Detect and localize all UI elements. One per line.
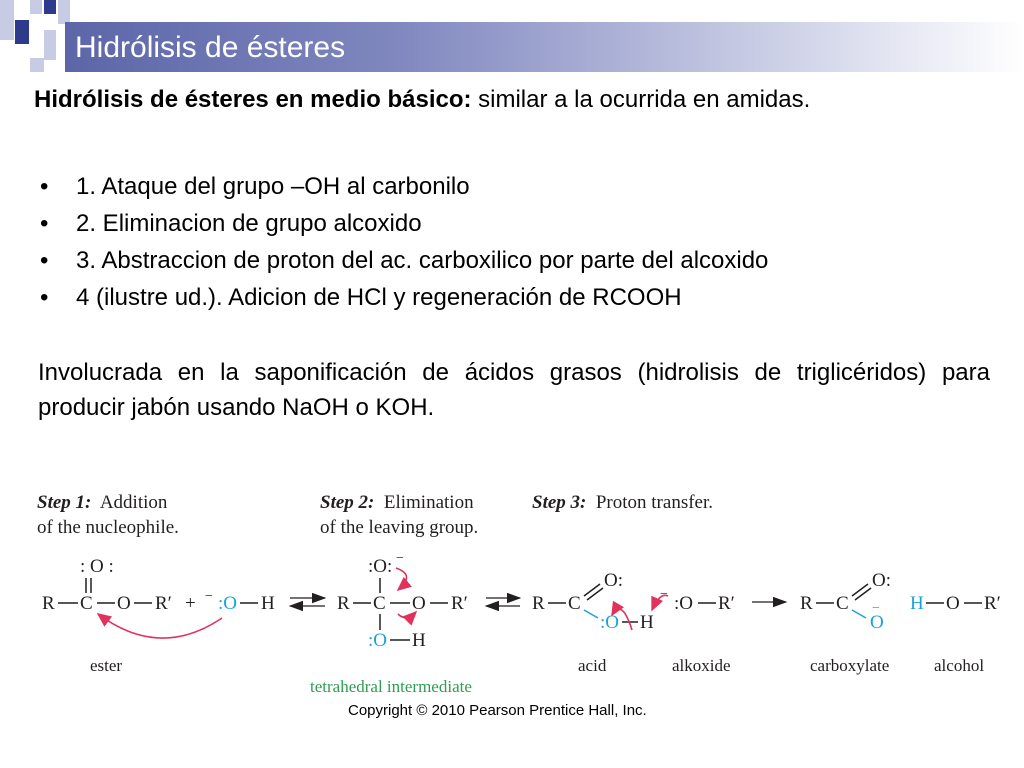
svg-text:C: C xyxy=(80,593,93,614)
svg-text:H: H xyxy=(640,612,654,633)
label-alcohol: alcohol xyxy=(934,656,985,675)
svg-text:R: R xyxy=(42,593,55,614)
decor-square-light xyxy=(58,0,70,24)
svg-text:O: O xyxy=(946,593,960,614)
svg-text:O: O xyxy=(412,593,426,614)
bullet-list xyxy=(40,168,768,316)
label-acid: acid xyxy=(578,656,607,675)
step1-line1: Addition xyxy=(99,492,168,513)
svg-text:C: C xyxy=(568,593,581,614)
svg-text:R: R xyxy=(532,593,545,614)
copyright-notice: Copyright © 2010 Pearson Prentice Hall, Inc. xyxy=(348,702,647,719)
acid-molecule xyxy=(532,570,654,633)
label-tetrahedral-intermediate: tetrahedral intermediate xyxy=(310,677,472,696)
closing-paragraph: Involucrada en la saponificación de ácidos grasos (hidrolisis de triglicéridos) para producir jabón usando NaOH o KOH. xyxy=(38,359,990,421)
step2-heading xyxy=(320,490,478,540)
decor-square-dark xyxy=(44,0,56,14)
svg-text:: O :: : O : xyxy=(80,556,114,577)
list-item xyxy=(40,279,768,316)
decor-square-light xyxy=(30,0,42,14)
svg-text:H: H xyxy=(910,593,924,614)
bullet-icon: • xyxy=(40,173,49,200)
svg-text:R: R xyxy=(337,593,350,614)
step3-label: Step 3: xyxy=(532,492,587,513)
bullet-text: 3. Abstraccion de proton del ac. carboxilico por parte del alcoxido xyxy=(76,247,769,274)
step3-line1: Proton transfer. xyxy=(595,492,714,513)
decor-square-light xyxy=(44,30,56,60)
step2-line1: Elimination xyxy=(383,492,474,513)
svg-text::O: :O xyxy=(368,630,387,651)
intro-bold: Hidrólisis de ésteres en medio básico: xyxy=(34,86,472,113)
carboxylate-molecule xyxy=(800,570,891,633)
svg-text:−: − xyxy=(396,551,404,566)
bullet-icon: • xyxy=(40,210,49,237)
svg-text:O:: O: xyxy=(604,570,623,591)
bullet-icon: • xyxy=(40,247,49,274)
svg-text::O:: :O: xyxy=(368,556,393,577)
step3-heading xyxy=(532,490,713,515)
svg-text:R′: R′ xyxy=(155,593,172,614)
ester-molecule xyxy=(42,556,275,638)
svg-text:O: O xyxy=(870,612,884,633)
svg-text:R′: R′ xyxy=(718,593,735,614)
step2-line2: of the leaving group. xyxy=(320,517,479,538)
svg-text:O: O xyxy=(117,593,131,614)
svg-text:C: C xyxy=(373,593,386,614)
svg-text:H: H xyxy=(261,593,275,614)
svg-text:R: R xyxy=(800,593,813,614)
bullet-text: 2. Eliminacion de grupo alcoxido xyxy=(76,210,422,237)
alcohol-molecule xyxy=(910,593,1001,614)
bullet-text: 4 (ilustre ud.). Adicion de HCl y regeneración de RCOOH xyxy=(76,284,682,311)
svg-text:O:: O: xyxy=(872,570,891,591)
svg-text:−: − xyxy=(660,587,668,602)
label-alkoxide: alkoxide xyxy=(672,656,731,675)
step1-line2: of the nucleophile. xyxy=(37,517,179,538)
label-carboxylate: carboxylate xyxy=(810,656,890,675)
alkoxide-molecule xyxy=(652,587,735,614)
list-item xyxy=(40,168,768,205)
decor-square-light xyxy=(30,58,44,72)
svg-text::O: :O xyxy=(674,593,693,614)
tetrahedral-molecule xyxy=(337,551,468,651)
svg-text:R′: R′ xyxy=(984,593,1001,614)
reaction-scheme xyxy=(0,540,1024,700)
slide-title: Hidrólisis de ésteres xyxy=(75,31,346,64)
svg-text:R′: R′ xyxy=(451,593,468,614)
list-item xyxy=(40,205,768,242)
svg-text:+: + xyxy=(185,593,196,614)
svg-text:H: H xyxy=(412,630,426,651)
list-item xyxy=(40,242,768,279)
svg-text:−: − xyxy=(872,601,880,616)
bullet-text: 1. Ataque del grupo –OH al carbonilo xyxy=(76,173,470,200)
svg-text::O: :O xyxy=(218,593,237,614)
svg-text::O: :O xyxy=(600,612,619,633)
decor-square-dark xyxy=(15,20,29,44)
label-ester: ester xyxy=(90,656,123,675)
step1-label: Step 1: xyxy=(37,492,92,513)
step1-heading xyxy=(37,490,179,540)
bullet-icon: • xyxy=(40,284,49,311)
svg-text:−: − xyxy=(205,589,213,604)
intro-paragraph xyxy=(34,82,992,117)
svg-text:C: C xyxy=(836,593,849,614)
step2-label: Step 2: xyxy=(320,492,375,513)
intro-rest: similar a la ocurrida en amidas. xyxy=(471,86,811,113)
decor-square-light xyxy=(0,0,14,40)
